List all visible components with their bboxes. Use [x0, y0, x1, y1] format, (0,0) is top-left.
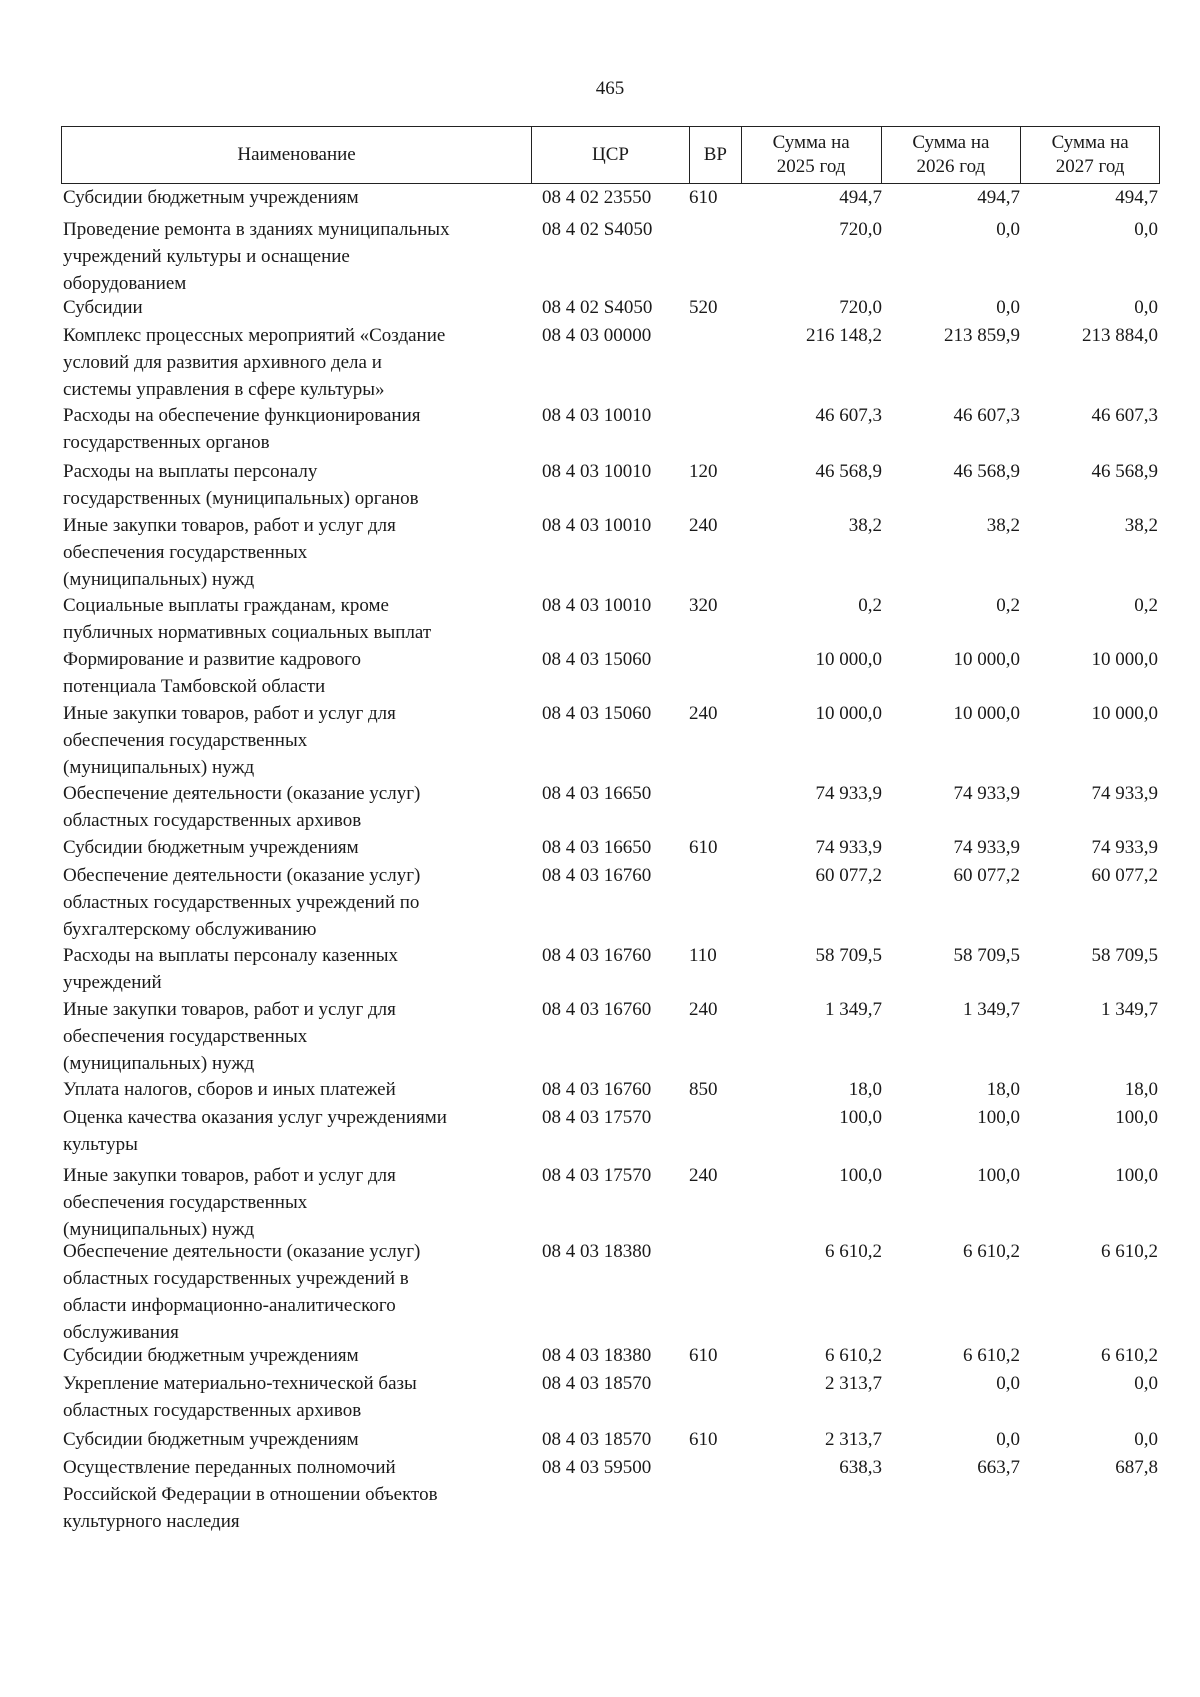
row-name: Осуществление переданных полномочий Российской Федерации в отношении объектов культурного наследия [63, 1457, 438, 1532]
row-sum-2027: 6 610,2 [1101, 1345, 1158, 1366]
row-sum-2027: 10 000,0 [1091, 649, 1158, 670]
row-sum-2026: 6 610,2 [963, 1241, 1020, 1262]
row-csr: 08 4 03 16760 [542, 945, 652, 966]
row-sum-2027: 0,0 [1134, 1429, 1158, 1450]
row-sum-2027: 494,7 [1115, 187, 1158, 208]
row-vr: 850 [689, 1079, 718, 1100]
row-vr: 240 [689, 1165, 718, 1186]
row-sum-2025: 6 610,2 [825, 1241, 882, 1262]
row-csr: 08 4 03 10010 [542, 461, 652, 482]
row-name: Обеспечение деятельности (оказание услуг) областных государственных архивов [63, 783, 421, 831]
row-vr: 610 [689, 187, 718, 208]
row-sum-2026: 0,2 [996, 595, 1020, 616]
row-vr: 610 [689, 1429, 718, 1450]
row-name: Проведение ремонта в зданиях муниципальных учреждений культуры и оснащение оборудованием [63, 219, 450, 294]
row-sum-2026: 213 859,9 [944, 325, 1020, 346]
row-sum-2025: 74 933,9 [815, 783, 882, 804]
row-name: Иные закупки товаров, работ и услуг для обеспечения государственных (муниципальных) нужд [63, 999, 396, 1074]
row-sum-2026: 0,0 [996, 297, 1020, 318]
row-sum-2026: 1 349,7 [963, 999, 1020, 1020]
header-sum-2027: Сумма на 2027 год [1020, 127, 1159, 183]
row-sum-2025: 720,0 [839, 219, 882, 240]
row-csr: 08 4 02 S4050 [542, 297, 653, 318]
row-name: Расходы на обеспечение функционирования государственных органов [63, 405, 421, 453]
row-csr: 08 4 03 15060 [542, 703, 652, 724]
row-name: Иные закупки товаров, работ и услуг для обеспечения государственных (муниципальных) нужд [63, 1165, 396, 1240]
row-csr: 08 4 03 16760 [542, 1079, 652, 1100]
row-sum-2027: 38,2 [1124, 515, 1158, 536]
row-sum-2027: 18,0 [1124, 1079, 1158, 1100]
row-sum-2027: 6 610,2 [1101, 1241, 1158, 1262]
row-sum-2025: 638,3 [839, 1457, 882, 1478]
row-sum-2026: 10 000,0 [953, 703, 1020, 724]
row-csr: 08 4 03 59500 [542, 1457, 652, 1478]
row-csr: 08 4 03 16760 [542, 865, 652, 886]
row-csr: 08 4 03 16760 [542, 999, 652, 1020]
row-sum-2027: 0,0 [1134, 219, 1158, 240]
row-name: Субсидии [63, 297, 143, 318]
row-sum-2025: 1 349,7 [825, 999, 882, 1020]
row-csr: 08 4 02 S4050 [542, 219, 653, 240]
row-sum-2025: 46 568,9 [815, 461, 882, 482]
row-sum-2026: 100,0 [977, 1165, 1020, 1186]
row-sum-2026: 6 610,2 [963, 1345, 1020, 1366]
row-sum-2027: 0,0 [1134, 1373, 1158, 1394]
row-vr: 610 [689, 837, 718, 858]
header-sum-2026: Сумма на 2026 год [881, 127, 1021, 183]
row-sum-2025: 74 933,9 [815, 837, 882, 858]
row-sum-2027: 213 884,0 [1082, 325, 1158, 346]
row-sum-2026: 0,0 [996, 1373, 1020, 1394]
row-sum-2027: 10 000,0 [1091, 703, 1158, 724]
row-name: Социальные выплаты гражданам, кроме публичных нормативных социальных выплат [63, 595, 432, 643]
row-sum-2026: 0,0 [996, 219, 1020, 240]
row-vr: 120 [689, 461, 718, 482]
row-sum-2027: 74 933,9 [1091, 837, 1158, 858]
row-sum-2027: 46 568,9 [1091, 461, 1158, 482]
row-vr: 320 [689, 595, 718, 616]
row-csr: 08 4 03 18570 [542, 1429, 652, 1450]
row-sum-2025: 216 148,2 [806, 325, 882, 346]
row-vr: 240 [689, 703, 718, 724]
row-sum-2026: 100,0 [977, 1107, 1020, 1128]
header-name: Наименование [237, 144, 356, 165]
row-sum-2026: 10 000,0 [953, 649, 1020, 670]
row-csr: 08 4 03 10010 [542, 515, 652, 536]
row-sum-2025: 60 077,2 [815, 865, 882, 886]
row-csr: 08 4 03 00000 [542, 325, 652, 346]
row-name: Расходы на выплаты персоналу казенных учреждений [63, 945, 399, 993]
row-sum-2026: 46 568,9 [953, 461, 1020, 482]
row-name: Иные закупки товаров, работ и услуг для обеспечения государственных (муниципальных) нужд [63, 515, 396, 590]
row-sum-2026: 74 933,9 [953, 783, 1020, 804]
row-name: Формирование и развитие кадрового потенциала Тамбовской области [63, 649, 361, 697]
row-sum-2026: 38,2 [986, 515, 1020, 536]
row-sum-2027: 46 607,3 [1091, 405, 1158, 426]
row-csr: 08 4 03 17570 [542, 1165, 652, 1186]
row-sum-2025: 2 313,7 [825, 1429, 882, 1450]
row-csr: 08 4 03 16650 [542, 837, 652, 858]
row-sum-2025: 10 000,0 [815, 703, 882, 724]
row-vr: 610 [689, 1345, 718, 1366]
row-sum-2025: 720,0 [839, 297, 882, 318]
row-name: Субсидии бюджетным учреждениям [63, 187, 359, 208]
row-vr: 110 [689, 945, 717, 966]
row-name: Обеспечение деятельности (оказание услуг) областных государственных учреждений в области информационно-аналитического обслуживания [63, 1241, 421, 1343]
row-name: Субсидии бюджетным учреждениям [63, 837, 359, 858]
row-sum-2025: 58 709,5 [815, 945, 882, 966]
row-sum-2025: 100,0 [839, 1107, 882, 1128]
row-sum-2025: 18,0 [848, 1079, 882, 1100]
row-sum-2025: 100,0 [839, 1165, 882, 1186]
header-csr: ЦСР [531, 127, 689, 183]
row-sum-2026: 494,7 [977, 187, 1020, 208]
row-csr: 08 4 02 23550 [542, 187, 652, 208]
header-vr: ВР [689, 127, 741, 183]
row-csr: 08 4 03 18570 [542, 1373, 652, 1394]
row-sum-2025: 38,2 [848, 515, 882, 536]
row-sum-2027: 1 349,7 [1101, 999, 1158, 1020]
row-name: Расходы на выплаты персоналу государственных (муниципальных) органов [63, 461, 419, 509]
row-csr: 08 4 03 18380 [542, 1345, 652, 1366]
row-sum-2025: 0,2 [858, 595, 882, 616]
row-sum-2025: 10 000,0 [815, 649, 882, 670]
row-name: Субсидии бюджетным учреждениям [63, 1429, 359, 1450]
row-name: Укрепление материально-технической базы областных государственных архивов [63, 1373, 417, 1421]
row-name: Комплекс процессных мероприятий «Создание условий для развития архивного дела и системы управления в сфере культуры» [63, 325, 446, 400]
row-sum-2025: 2 313,7 [825, 1373, 882, 1394]
row-sum-2025: 494,7 [839, 187, 882, 208]
row-sum-2027: 100,0 [1115, 1165, 1158, 1186]
row-name: Обеспечение деятельности (оказание услуг) областных государственных учреждений по бухгалтерскому обслуживанию [63, 865, 421, 940]
row-sum-2027: 687,8 [1115, 1457, 1158, 1478]
row-sum-2026: 0,0 [996, 1429, 1020, 1450]
row-vr: 240 [689, 999, 718, 1020]
row-sum-2026: 74 933,9 [953, 837, 1020, 858]
row-name: Оценка качества оказания услуг учреждениями культуры [63, 1107, 447, 1155]
row-csr: 08 4 03 18380 [542, 1241, 652, 1262]
row-sum-2027: 100,0 [1115, 1107, 1158, 1128]
row-sum-2025: 46 607,3 [815, 405, 882, 426]
row-sum-2026: 18,0 [986, 1079, 1020, 1100]
header-sum-2025: Сумма на 2025 год [741, 127, 881, 183]
row-sum-2027: 58 709,5 [1091, 945, 1158, 966]
row-csr: 08 4 03 16650 [542, 783, 652, 804]
row-sum-2025: 6 610,2 [825, 1345, 882, 1366]
budget-table [61, 126, 1160, 1532]
row-sum-2026: 46 607,3 [953, 405, 1020, 426]
row-name: Иные закупки товаров, работ и услуг для обеспечения государственных (муниципальных) нужд [63, 703, 396, 778]
row-csr: 08 4 03 15060 [542, 649, 652, 670]
row-sum-2027: 0,2 [1134, 595, 1158, 616]
row-sum-2027: 0,0 [1134, 297, 1158, 318]
row-sum-2026: 60 077,2 [953, 865, 1020, 886]
row-csr: 08 4 03 10010 [542, 405, 652, 426]
row-name: Уплата налогов, сборов и иных платежей [63, 1079, 396, 1100]
table-header [61, 126, 1160, 184]
page-number: 465 [595, 78, 625, 99]
row-csr: 08 4 03 10010 [542, 595, 652, 616]
row-sum-2027: 74 933,9 [1091, 783, 1158, 804]
row-sum-2027: 60 077,2 [1091, 865, 1158, 886]
row-vr: 520 [689, 297, 718, 318]
row-sum-2026: 663,7 [977, 1457, 1020, 1478]
row-name: Субсидии бюджетным учреждениям [63, 1345, 359, 1366]
row-csr: 08 4 03 17570 [542, 1107, 652, 1128]
row-vr: 240 [689, 515, 718, 536]
row-sum-2026: 58 709,5 [953, 945, 1020, 966]
